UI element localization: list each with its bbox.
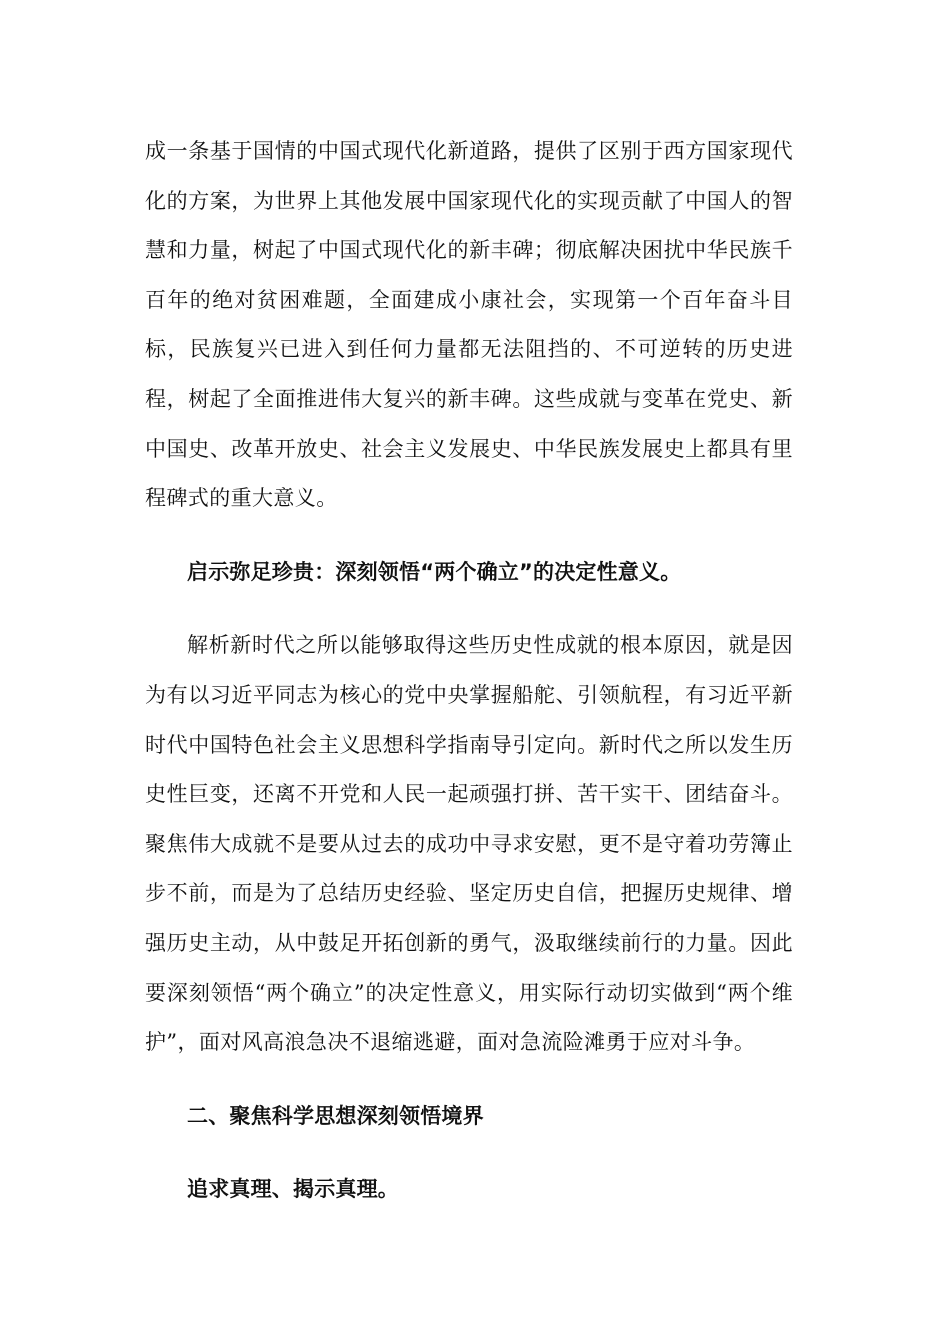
document-body — [145, 127, 793, 1239]
chapter-heading: 二、聚焦科学思想深刻领悟境界 — [187, 1103, 484, 1128]
section-heading: 追求真理、揭示真理。 — [187, 1177, 399, 1202]
section-heading: 启示弥足珍贵：深刻领悟“两个确立”的决定性意义。 — [187, 559, 682, 584]
body-paragraph: 解析新时代之所以能够取得这些历史性成就的根本原因，就是因为有以习近平同志为核心的党中央掌握船舵、引领航程，有习近平新时代中国特色社会主义思想科学指南导引定向。新时代之所以发生历史性巨变，还离不开党和人民一起顽强打拼、苦干实干、团结奋斗。聚焦伟大成就不是要从过去的成功中寻求安慰，更不是守着功劳簿止步不前，而是为了总结历史经验、坚定历史自信，把握历史规律、增强历史主动，从中鼓足开拓创新的勇气，汲取继续前行的力量。因此要深刻领悟“两个确立”的决定性意义，用实际行动切实做到“两个维护”，面对风高浪急决不退缩逃避，面对急流险滩勇于应对斗争。 — [145, 633, 793, 1055]
body-paragraph: 成一条基于国情的中国式现代化新道路，提供了区别于西方国家现代化的方案，为世界上其他发展中国家现代化的实现贡献了中国人的智慧和力量，树起了中国式现代化的新丰碑；彻底解决困扰中华民族千百年的绝对贫困难题，全面建成小康社会，实现第一个百年奋斗目标，民族复兴已进入到任何力量都无法阻挡的、不可逆转的历史进程，树起了全面推进伟大复兴的新丰碑。这些成就与变革在党史、新中国史、改革开放史、社会主义发展史、中华民族发展史上都具有里程碑式的重大意义。 — [145, 139, 793, 511]
